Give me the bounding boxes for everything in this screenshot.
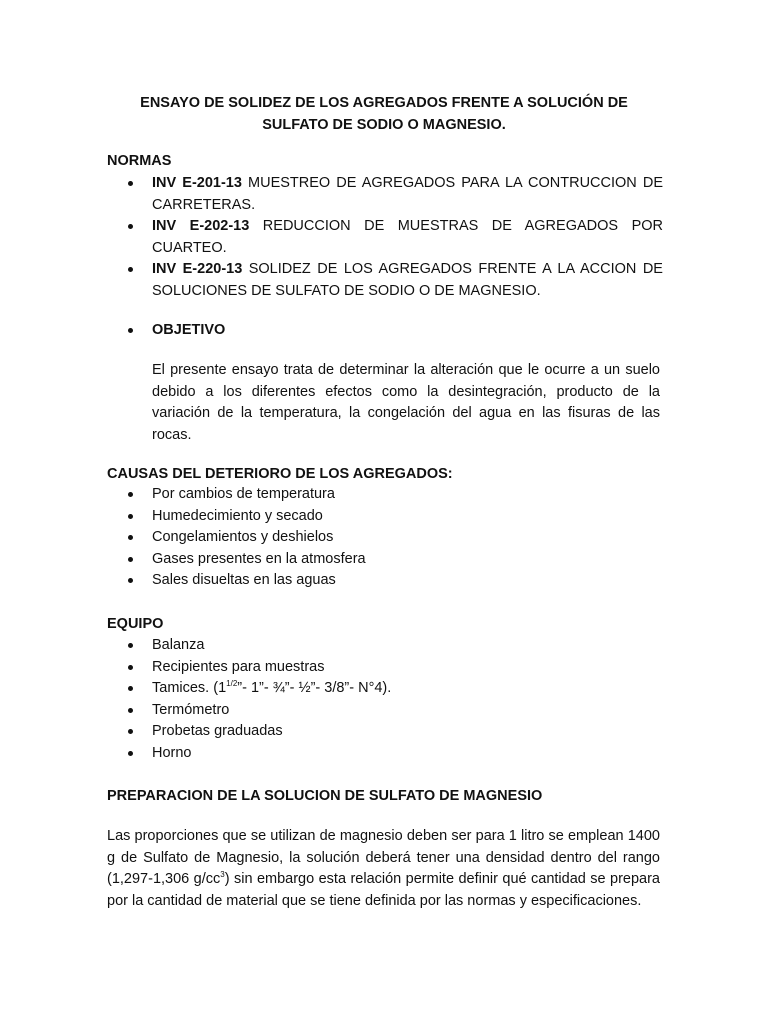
objetivo-paragraph: El presente ensayo trata de determinar la alteración que le ocurre a un suelo debido a los diferentes efectos como la desintegración, producto de la variación de la temperatura, la congelación del agua en las fisuras de las rocas. xyxy=(152,362,660,443)
norma-text: REDUCCION DE MUESTRAS DE AGREGADOS POR CUARTEO. xyxy=(152,218,663,256)
preparacion-text: Las proporciones que se utilizan de magnesio deben ser para 1 litro se emplean 1400 g de Sulfato de Magnesio, la solución deberá tener una densidad dentro del rango (1,297-1,306 g/cc xyxy=(107,828,660,887)
tamices-fraction: 1/2 xyxy=(226,679,238,688)
title-line-1: ENSAYO DE SOLIDEZ DE LOS AGREGADOS FRENTE A SOLUCIÓN DE xyxy=(140,95,628,111)
bullet-icon xyxy=(128,665,133,670)
bullet-icon xyxy=(128,535,133,540)
bullet-icon xyxy=(128,224,133,229)
bullet-icon xyxy=(128,181,133,186)
list-item xyxy=(107,484,663,506)
list-item xyxy=(107,506,663,528)
norma-code: INV E-220-13 xyxy=(152,261,243,277)
causas-heading: CAUSAS DEL DETERIORO DE LOS AGREGADOS: xyxy=(107,466,453,482)
list-item xyxy=(107,700,663,722)
bullet-icon xyxy=(128,729,133,734)
norma-text: SOLIDEZ DE LOS AGREGADOS FRENTE A LA ACCION DE SOLUCIONES DE SULFATO DE SODIO O DE MAGNESIO. xyxy=(152,261,663,299)
bullet-icon xyxy=(128,267,133,272)
list-item xyxy=(107,549,663,571)
bullet-icon xyxy=(128,708,133,713)
list-item xyxy=(107,570,663,592)
list-item xyxy=(107,743,663,765)
bullet-icon xyxy=(128,328,133,333)
bullet-icon xyxy=(128,578,133,583)
list-item xyxy=(107,259,663,302)
list-item-text: Horno xyxy=(152,744,192,761)
list-item xyxy=(107,216,663,259)
bullet-icon xyxy=(128,557,133,562)
bullet-icon xyxy=(128,514,133,519)
bullet-icon xyxy=(128,643,133,648)
list-item xyxy=(107,635,663,657)
bullet-icon xyxy=(128,686,133,691)
list-item-text: Congelamientos y deshielos xyxy=(152,529,334,545)
objetivo-list xyxy=(107,320,663,342)
list-item xyxy=(107,527,663,549)
tamices-text: Tamices. (1 xyxy=(152,680,227,696)
norma-code: INV E-202-13 xyxy=(152,218,250,234)
list-item-text: Probetas graduadas xyxy=(152,723,283,739)
list-item-text: Por cambios de temperatura xyxy=(152,486,335,502)
causas-list xyxy=(107,484,663,592)
list-item-text: Recipientes para muestras xyxy=(152,658,325,675)
equipo-list xyxy=(107,635,663,764)
list-item-text: Gases presentes en la atmosfera xyxy=(152,550,366,567)
cubic-superscript: 3 xyxy=(220,870,225,879)
list-item-text: Balanza xyxy=(152,637,205,653)
title-line-2: SULFATO DE SODIO O MAGNESIO. xyxy=(262,117,506,133)
preparacion-text-end: ) sin embargo esta relación permite definir qué cantidad se prepara por la cantidad de material que se tiene definida por las normas y especificaciones. xyxy=(107,871,660,909)
objetivo-heading: OBJETIVO xyxy=(152,322,226,338)
list-item xyxy=(107,678,663,700)
list-item xyxy=(107,657,663,679)
norma-text: MUESTREO DE AGREGADOS PARA LA CONTRUCCION DE CARRETERAS. xyxy=(152,175,663,213)
list-item xyxy=(107,173,663,216)
bullet-icon xyxy=(128,751,133,756)
tamices-sizes: ”- 1”- ¾”- ½”- 3/8”- N°4). xyxy=(237,680,392,696)
list-item xyxy=(107,721,663,743)
normas-heading: NORMAS xyxy=(107,153,172,169)
list-item-text: Sales disueltas en las aguas xyxy=(152,572,336,588)
document-title xyxy=(108,92,660,136)
normas-list xyxy=(107,173,663,302)
norma-code: INV E-201-13 xyxy=(152,175,242,191)
list-item-text: Humedecimiento y secado xyxy=(152,507,323,524)
list-item xyxy=(107,320,663,342)
equipo-heading: EQUIPO xyxy=(107,616,164,632)
preparacion-paragraph xyxy=(107,826,660,912)
bullet-icon xyxy=(128,492,133,497)
preparacion-heading: PREPARACION DE LA SOLUCION DE SULFATO DE MAGNESIO xyxy=(107,788,543,804)
list-item-text: Termómetro xyxy=(152,701,230,718)
